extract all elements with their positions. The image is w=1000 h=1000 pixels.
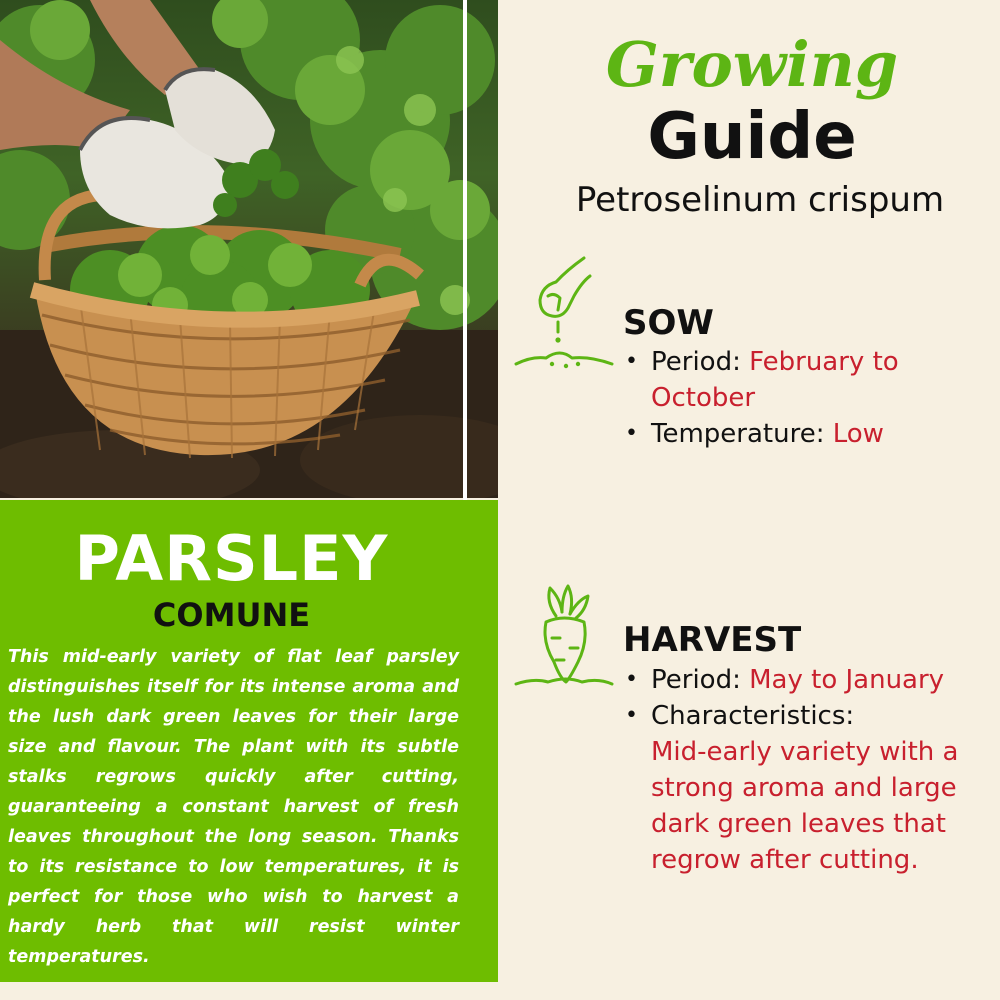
carrot-icon — [512, 582, 616, 694]
harvest-characteristics-value: Mid-early variety with a strong aroma and large dark green leaves that regrow after cutting. — [651, 737, 959, 875]
sow-period-value: February to October — [651, 347, 899, 413]
harvest-characteristics-label: Characteristics: — [651, 701, 855, 731]
harvest-title: HARVEST — [623, 620, 802, 660]
harvest-period — [623, 662, 993, 698]
botanical-name: Petroselinum crispum — [575, 180, 945, 220]
parsley-basket-illustration — [0, 0, 498, 498]
harvest-period-label: Period: — [651, 665, 741, 695]
product-variety: COMUNE — [152, 596, 311, 634]
sow-temperature — [623, 416, 963, 452]
sow-temperature-value: Low — [832, 419, 884, 449]
description-panel — [0, 500, 498, 982]
sow-details — [623, 344, 963, 452]
harvest-details — [623, 662, 993, 878]
sow-temperature-label: Temperature: — [651, 419, 825, 449]
guide-title-main: Guide — [647, 100, 857, 174]
sow-period-label: Period: — [651, 347, 741, 377]
harvest-characteristics — [623, 698, 993, 878]
product-photo — [0, 0, 498, 498]
sow-period — [623, 344, 963, 416]
sowing-hand-icon — [512, 252, 616, 376]
product-description: This mid-early variety of flat leaf parsley distinguishes itself for its intense aroma and the lush dark green leaves for their large size and flavour. The plant with its subtle stalks regrows quickly after cutting, guaranteeing a constant harvest of fresh leaves throughout the long season. Thanks to its resistance to low temperatures, it is perfect for those who wish to harvest a hardy herb that will resist winter temperatures. — [8, 647, 459, 967]
product-name: PARSLEY — [74, 522, 389, 595]
sow-title: SOW — [623, 303, 714, 343]
guide-title-script: Growing — [605, 28, 899, 101]
harvest-period-value: May to January — [749, 665, 945, 695]
